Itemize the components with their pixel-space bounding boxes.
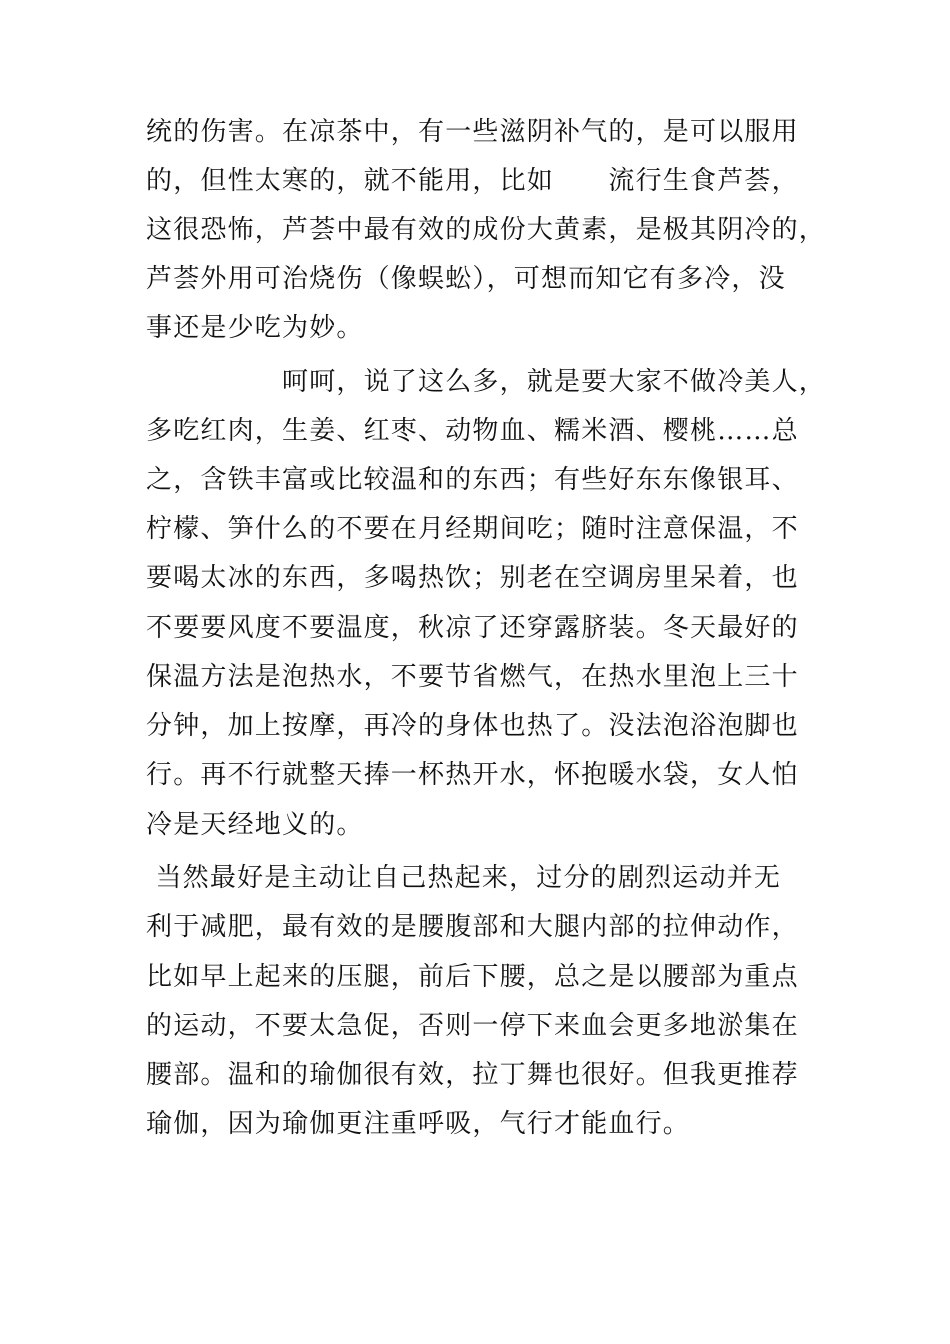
text-line: 芦荟外用可治烧伤（像蜈蚣），可想而知它有多冷，没 (146, 264, 786, 294)
text-line: 之，含铁丰富或比较温和的东西；有些好东东像银耳、 (146, 465, 799, 495)
text-line: 冷是天经地义的。 (146, 810, 364, 840)
text-line: 瑜伽，因为瑜伽更注重呼吸，气行才能血行。 (146, 1109, 691, 1139)
text-line: 行。再不行就整天捧一杯热开水，怀抱暖水袋，女人怕 (146, 760, 799, 790)
text-line: 事还是少吃为妙。 (146, 313, 364, 343)
text-line: 多吃红肉，生姜、红枣、动物血、糯米酒、樱桃……总 (146, 416, 799, 446)
text-line: 保温方法是泡热水，不要节省燃气，在热水里泡上三十 (146, 662, 799, 692)
text-line: 统的伤害。在凉茶中，有一些滋阴补气的，是可以服用 (146, 117, 799, 147)
text-line: 利于减肥，最有效的是腰腹部和大腿内部的拉伸动作， (146, 912, 799, 942)
text-line: 呵呵，说了这么多，就是要大家不做冷美人， (146, 367, 827, 397)
text-line: 的，但性太寒的，就不能用，比如 流行生食芦荟， (146, 166, 799, 196)
text-line: 要喝太冰的东西，多喝热饮；别老在空调房里呆着，也 (146, 563, 799, 593)
text-line: 腰部。温和的瑜伽很有效，拉丁舞也很好。但我更推荐 (146, 1060, 799, 1090)
text-line: 这很恐怖，芦荟中最有效的成份大黄素，是极其阴冷的， (146, 215, 827, 245)
text-line: 的运动，不要太急促，否则一停下来血会更多地淤集在 (146, 1011, 799, 1041)
text-line: 不要要风度不要温度，秋凉了还穿露脐装。冬天最好的 (146, 613, 799, 643)
text-line: 柠檬、笋什么的不要在月经期间吃；随时注意保温，不 (146, 514, 799, 544)
text-line: 当然最好是主动让自己热起来，过分的剧烈运动并无 (146, 863, 782, 893)
text-line: 比如早上起来的压腿，前后下腰，总之是以腰部为重点 (146, 962, 799, 992)
text-line: 分钟，加上按摩，再冷的身体也热了。没法泡浴泡脚也 (146, 711, 799, 741)
